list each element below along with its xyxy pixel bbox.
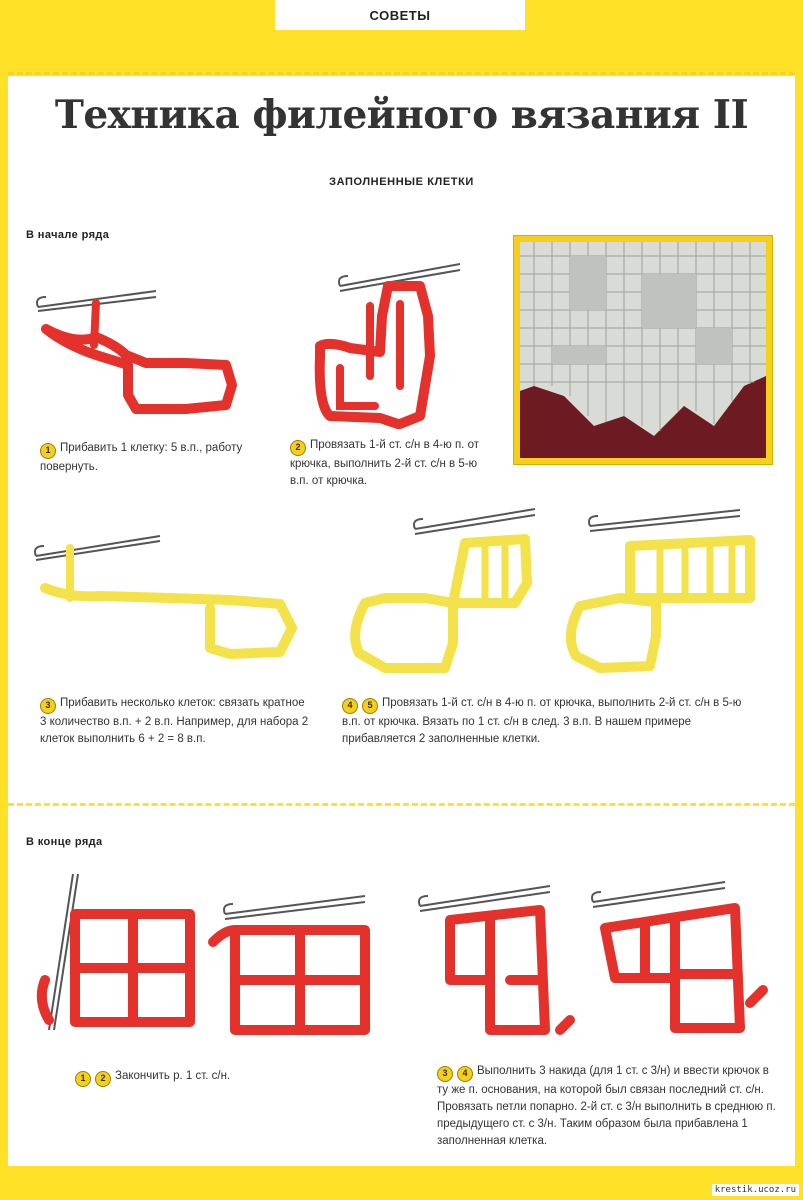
step-number-badge: 4 (457, 1066, 473, 1082)
step-number-badge: 4 (342, 698, 358, 714)
step-text: Закончить р. 1 ст. с/н. (115, 1070, 231, 1082)
illustration-step-4 (345, 503, 545, 678)
illustration-end-step-2 (205, 890, 380, 1040)
section-divider (8, 803, 795, 806)
illustration-step-3 (30, 528, 300, 663)
section-tab: СОВЕТЫ (275, 0, 525, 30)
step-text: Провязать 1-й ст. с/н в 4-ю п. от крючка, выполнить 2-й ст. с/н в 5-ю в.п. от крючка. Вязать по 1 ст. с/н в след. 3 в.п. В нашем примере прибавляется 2 заполненные клетки. (342, 697, 742, 745)
step-text: Прибавить 1 клетку: 5 в.п., работу повернуть. (40, 442, 243, 473)
page-title: Техника филейного вязания II (54, 92, 749, 138)
caption-step-4-5 (342, 695, 762, 748)
illustration-end-step-3 (410, 880, 575, 1050)
illustration-step-1 (36, 285, 246, 425)
caption-step-1 (40, 440, 250, 476)
source-url: krestik.ucoz.ru (712, 1184, 799, 1196)
step-text: Провязать 1-й ст. с/н в 4-ю п. от крючка, выполнить 2-й ст. с/н в 5-ю в.п. от крючка. (290, 439, 479, 487)
step-number-badge: 1 (75, 1071, 91, 1087)
step-number-badge: 5 (362, 698, 378, 714)
section-heading-start: В начале ряда (26, 229, 110, 241)
caption-step-3 (40, 695, 310, 748)
illustration-end-step-1 (35, 870, 205, 1040)
illustration-end-step-4 (585, 878, 770, 1043)
page-subtitle: ЗАПОЛНЕННЫЕ КЛЕТКИ (329, 176, 474, 188)
step-number-badge: 1 (40, 443, 56, 459)
caption-step-2 (290, 437, 495, 490)
step-number-badge: 3 (40, 698, 56, 714)
illustration-step-5 (560, 506, 760, 676)
step-number-badge: 3 (437, 1066, 453, 1082)
top-divider (8, 72, 795, 75)
section-heading-end: В конце ряда (26, 836, 103, 848)
caption-end-step-3-4 (437, 1063, 777, 1150)
step-number-badge: 2 (290, 440, 306, 456)
filet-lace-photo (513, 235, 773, 465)
illustration-step-2 (310, 256, 470, 431)
caption-end-step-1-2 (75, 1068, 325, 1087)
step-text: Выполнить 3 накида (для 1 ст. с 3/н) и ввести крючок в ту же п. основания, на которой был связан последний ст. с/н. Провязать петли попарно. 2-й ст. с 3/н выполнить в среднюю п. предыдущего ст. с 3/н. Таким образом была прибавлена 1 заполненная клетка. (437, 1065, 776, 1147)
step-text: Прибавить несколько клеток: связать кратное 3 количество в.п. + 2 в.п. Например, для набора 2 клеток выполнить 6 + 2 = 8 в.п. (40, 697, 309, 745)
step-number-badge: 2 (95, 1071, 111, 1087)
